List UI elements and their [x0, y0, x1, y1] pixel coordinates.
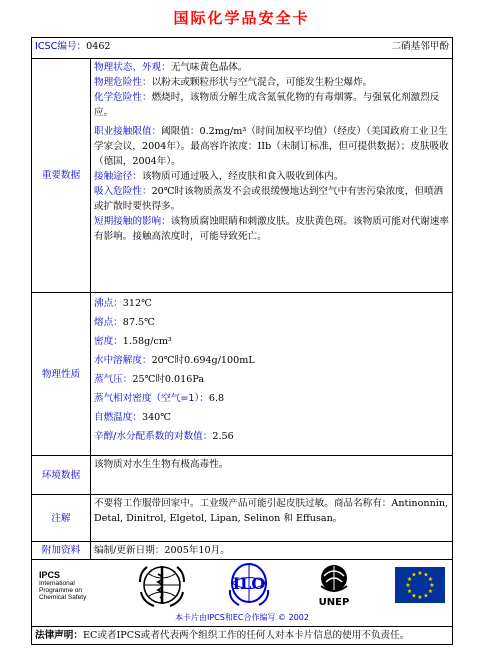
physical-properties-content	[91, 293, 453, 456]
svg-text:UNEP: UNEP	[318, 597, 350, 608]
logos-row	[32, 560, 453, 627]
environment-label: 环境数据	[32, 456, 91, 495]
important-data-label: 重要数据	[32, 59, 91, 293]
svg-text:★: ★	[423, 592, 429, 600]
property-item: 水中溶解度：20℃时0.694g/100mL	[94, 355, 255, 366]
physical-properties-label: 物理性质	[32, 293, 91, 456]
svg-text:★: ★	[411, 571, 417, 579]
icsc-number: 0462	[86, 41, 111, 52]
property-item: 沸点：312℃	[94, 298, 152, 309]
svg-text:★: ★	[417, 594, 423, 601]
who-logo-icon	[138, 562, 186, 608]
notes-content: 不要将工作服带回家中。工业级产品可能引起皮肤过敏。商品名称有：Antinonnin, Detal, Dinitrol, Elgetol, Lipan, Selinon 和 Effusan。	[91, 495, 453, 542]
eu-flag-icon	[395, 567, 445, 603]
svg-text:★: ★	[406, 576, 413, 583]
legal-row	[32, 627, 453, 645]
card-title: 国际化学品安全卡	[173, 9, 310, 27]
chemical-name: 二硝基邻甲酚	[391, 41, 449, 52]
environment-content: 该物质对水生生物有极高毒性。	[91, 456, 453, 495]
important-item: 物理危险性：以粉末或颗粒形状与空气混合，可能发生粉尘爆炸。	[94, 77, 373, 88]
important-item: 职业接触限值：阈限值：0.2mg/m³（时间加权平均值）（经皮）（美国政府工业卫生学家会议，2004年）。最高容许浓度：IIb（未制订标准，但可提供数据）；皮肤吸收（德国，2004年）。	[94, 126, 449, 167]
ilo-logo-icon	[225, 562, 273, 608]
important-item: 化学危险性：燃烧时，该物质分解生成含氮氧化物的有毒烟雾。与强氧化剂激烈反应。	[94, 92, 440, 118]
svg-text:★: ★	[429, 582, 435, 589]
property-item: 蒸气相对密度（空气=1）：6.8	[94, 393, 225, 404]
additional-row	[32, 542, 453, 560]
unep-logo-icon	[312, 562, 356, 608]
important-item: 短期接触的影响：该物质腐蚀眼睛和刺激皮肤。皮肤黄色斑。该物质可能对代谢速率有影响。接触高浓度时，可能导致死亡。	[94, 216, 449, 242]
property-item: 熔点：87.5℃	[94, 317, 155, 328]
legal-text: EC或者IPCS或者代表两个组织工作的任何人对本卡片信息的使用不负责任。	[82, 630, 410, 641]
property-item: 蒸气压：25℃时0.016Pa	[94, 374, 205, 385]
ipcs-logo: IPCS International Programme on Chemical Safety	[39, 569, 87, 601]
svg-text:ILO: ILO	[232, 574, 266, 593]
important-item: 接触途径：该物质可通过吸入，经皮肤和食入吸收到体内。	[94, 171, 344, 182]
environment-row	[32, 456, 453, 495]
additional-content: 编制/更新日期：2005年10月。	[91, 542, 453, 560]
safety-card	[31, 37, 453, 645]
notes-label: 注解	[32, 495, 91, 542]
important-data-row	[32, 59, 453, 293]
icsc-label: ICSC编号：	[35, 41, 87, 52]
header-row	[32, 38, 453, 59]
svg-text:★: ★	[423, 571, 429, 579]
credit-line: 本卡片由IPCS和EC合作编写 © 2002	[175, 613, 309, 622]
svg-text:★: ★	[427, 576, 434, 583]
physical-properties-row	[32, 293, 453, 456]
important-item: 物理状态、外观：无气味黄色晶体。	[94, 62, 248, 73]
logo-strip	[35, 561, 449, 609]
svg-text:★: ★	[405, 582, 411, 589]
additional-label: 附加资料	[32, 542, 91, 560]
important-item: 吸入危险性：20℃时该物质蒸发不会或很缓慢地达到空气中有害污染浓度，但喷洒或扩散时要快得多。	[94, 186, 444, 212]
property-item: 自燃温度：340℃	[94, 412, 172, 423]
notes-row	[32, 495, 453, 542]
legal-label: 法律声明：	[35, 630, 83, 641]
property-item: 辛醇/水分配系数的对数值：2.56	[94, 431, 234, 442]
icsc-id	[35, 39, 111, 54]
property-item: 密度：1.58g/cm³	[94, 336, 172, 347]
important-data-content	[91, 59, 453, 293]
svg-text:★: ★	[417, 570, 423, 577]
svg-text:★: ★	[406, 588, 413, 595]
svg-text:★: ★	[411, 592, 417, 600]
svg-text:★: ★	[427, 588, 434, 595]
